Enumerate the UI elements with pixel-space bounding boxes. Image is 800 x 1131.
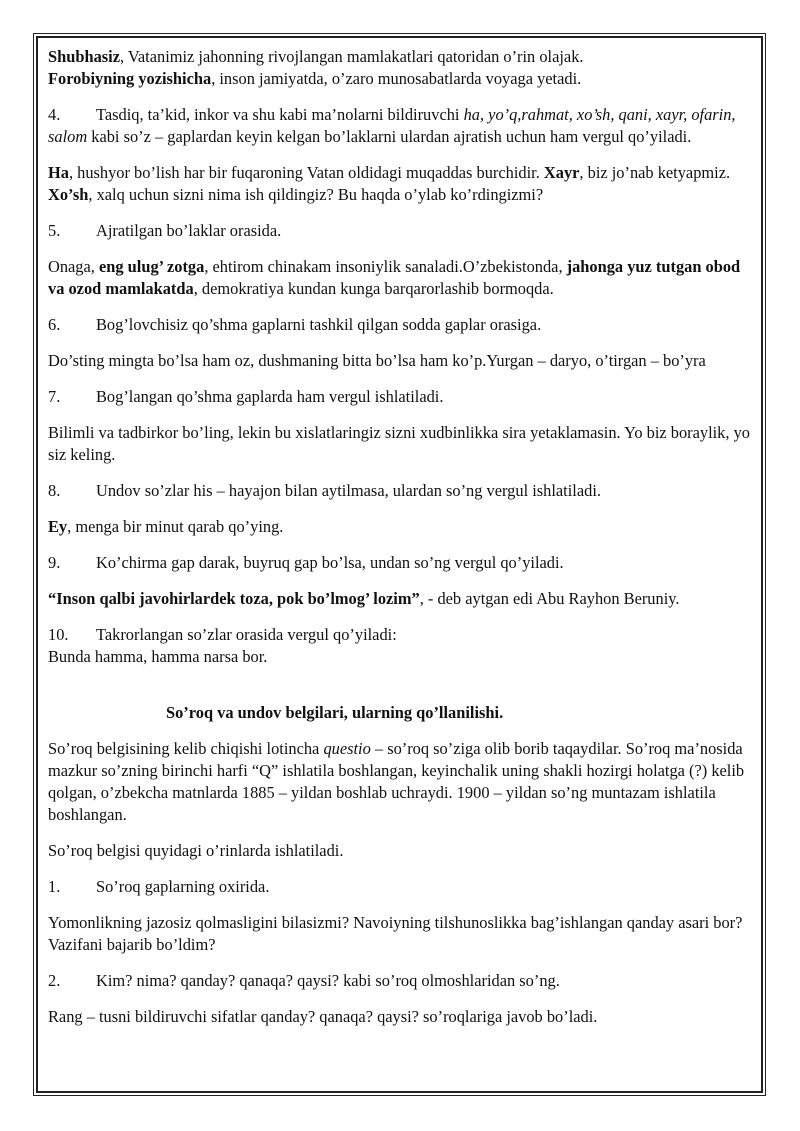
italic-words: ha, yo’q,rahmat, xo’sh, qani, xayr, ofarin, salom (48, 105, 736, 146)
rule-text: Takrorlangan so’zlar orasida vergul qo’yiladi: (96, 625, 397, 644)
intro-examples-paragraph (48, 46, 754, 90)
section-heading: So’roq va undov belgilari, ularning qo’llanilishi. (166, 703, 504, 722)
text-span: Onaga, (48, 257, 99, 276)
rule-text: Kim? nima? qanday? qanaqa? qaysi? kabi so’roq olmoshlaridan so’ng. (96, 971, 560, 990)
bold-phrase: Forobiyning yozishicha (48, 69, 212, 88)
text-span: , demokratiya kundan kunga barqarorlashib bormoqda. (193, 279, 554, 298)
rule-number: 8. (48, 481, 61, 500)
rule-text: Bog’langan qo’shma gaplarda ham vergul ishlatiladi. (96, 387, 444, 406)
bold-word: Shubhasiz (48, 47, 120, 66)
rule-9 (48, 552, 754, 574)
rule-number: 2. (48, 971, 61, 990)
rule-5-example (48, 256, 754, 300)
text-span: kabi so’z – gaplardan keyin kelgan bo’laklarni ulardan ajratish uchun ham vergul qo’yiladi. (87, 127, 692, 146)
bold-word: Xayr (543, 163, 580, 182)
text-span: , inson jamiyatda, o’zaro munosabatlarda voyaga yetadi. (211, 69, 582, 88)
text-span: , - deb aytgan edi Abu Rayhon Beruniy. (419, 589, 680, 608)
usage-2-example: Rang – tusni bildiruvchi sifatlar qanday? qanaqa? qaysi? so’roqlariga javob bo’ladi. (48, 1007, 598, 1026)
bold-quote: “Inson qalbi javohirlardek toza, pok bo’lmog’ lozim” (48, 589, 420, 608)
rule-9-example (48, 588, 754, 610)
rule-8-example (48, 516, 754, 538)
rule-number: 6. (48, 315, 61, 334)
rule-10-example: Bunda hamma, hamma narsa bor. (48, 647, 268, 666)
text-span: So’roq belgisining kelib chiqishi lotincha (48, 739, 324, 758)
bold-word: Ey (48, 517, 68, 536)
rule-text: Bog’lovchisiz qo’shma gaplarni tashkil qilgan sodda gaplar orasiga. (96, 315, 542, 334)
rule-text: So’roq gaplarning oxirida. (96, 877, 270, 896)
rule-10 (48, 624, 754, 646)
rule-7 (48, 386, 754, 408)
rule-number: 1. (48, 877, 61, 896)
rule-4-example (48, 162, 754, 206)
section-intro (48, 738, 754, 826)
rule-number: 9. (48, 553, 61, 572)
bold-phrase: jahonga yuz tutgan obod va ozod mamlakatda (48, 257, 741, 298)
usage-1-example: Yomonlikning jazosiz qolmasligini bilasizmi? Navoiyning tilshunoslikka bag’ishlangan qanday asari bor? Vazifani bajarib bo’ldim? (48, 913, 743, 954)
rule-text: Undov so’zlar his – hayajon bilan aytilmasa, ulardan so’ng vergul ishlatiladi. (96, 481, 601, 500)
text-span: Tasdiq, ta’kid, inkor va shu kabi ma’nolarni bildiruvchi (96, 105, 464, 124)
usage-1 (48, 876, 754, 898)
rule-6-example: Do’sting mingta bo’lsa ham oz, dushmaning bitta bo’lsa ham ko’p.Yurgan – daryo, o’tirgan – bo’yra (48, 351, 706, 370)
text-span: , xalq uchun sizni nima ish qildingiz? Bu haqda o’ylab ko’rdingizmi? (88, 185, 544, 204)
text-span: , ehtirom chinakam insoniylik sanaladi.O’zbekistonda, (204, 257, 567, 276)
rule-number: 5. (48, 221, 61, 240)
rule-4 (48, 104, 754, 148)
document-body (48, 46, 754, 1042)
text-span: – so’roq so’ziga olib borib taqaydilar. So’roq ma’nosida mazkur so’zning birinchi harfi “Q” ishlatila boshlangan, keyinchalik uning shakli hozirgi holatga (?) kelib qolgan, o’zbekcha matnlarda 1885 – yildan boshlab uchraydi. 1900 – yildan so’ng muntazam ishlatila boshlangan. (48, 739, 745, 824)
text-span: , menga bir minut qarab qo’ying. (67, 517, 284, 536)
bold-word: Ha (48, 163, 69, 182)
text-span: , hushyor bo’lish har bir fuqaroning Vatan oldidagi muqaddas burchidir. (68, 163, 544, 182)
rule-8 (48, 480, 754, 502)
rule-6 (48, 314, 754, 336)
italic-word: questio (323, 739, 371, 758)
section-lead: So’roq belgisi quyidagi o’rinlarda ishlatiladi. (48, 841, 344, 860)
rule-7-example: Bilimli va tadbirkor bo’ling, lekin bu xislatlaringiz sizni xudbinlikka sira yetaklamasin. Yo biz boraylik, yo siz keling. (48, 423, 750, 464)
rule-number: 7. (48, 387, 61, 406)
rule-number: 10. (48, 625, 69, 644)
bold-word: Xo’sh (48, 185, 89, 204)
text-span: , biz jo’nab ketyapmiz. (579, 163, 731, 182)
rule-text: Ajratilgan bo’laklar orasida. (96, 221, 282, 240)
rule-text: Ko’chirma gap darak, buyruq gap bo’lsa, undan so’ng vergul qo’yiladi. (96, 553, 564, 572)
text-span: , Vatanimiz jahonning rivojlangan mamlakatlari qatoridan o’rin olajak. (119, 47, 584, 66)
rule-5 (48, 220, 754, 242)
rule-number: 4. (48, 105, 61, 124)
bold-phrase: eng ulug’ zotga (98, 257, 205, 276)
usage-2 (48, 970, 754, 992)
